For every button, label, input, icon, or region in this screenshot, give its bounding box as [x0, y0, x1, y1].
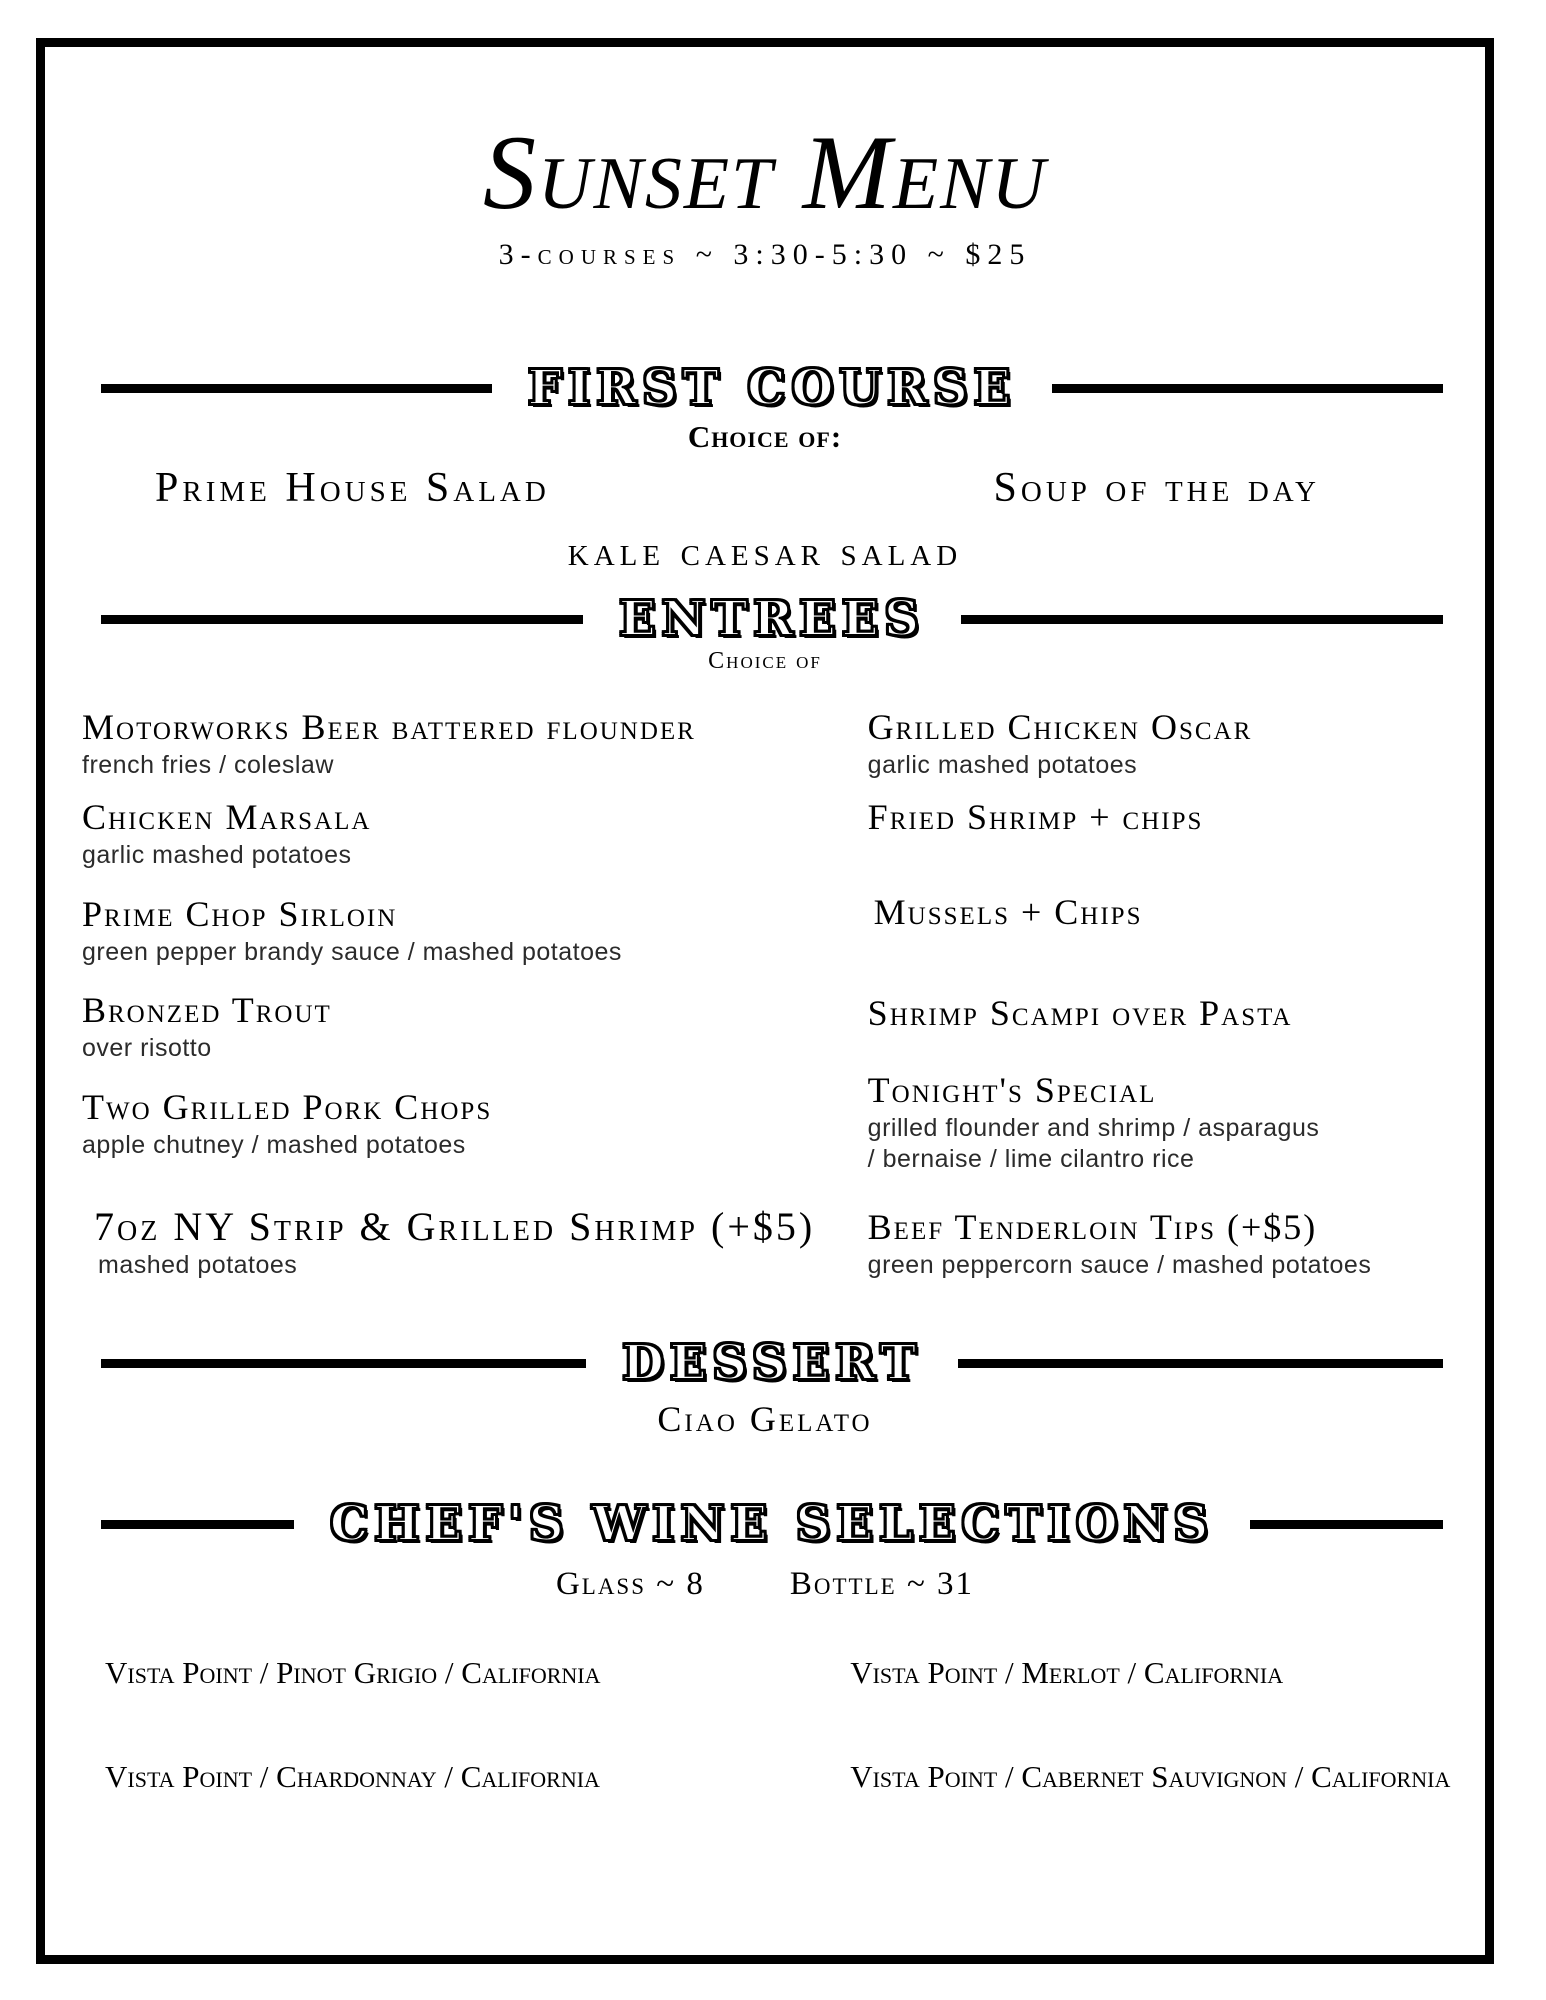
wine-glass-price: Glass ~ 8 [555, 1566, 705, 1603]
menu-item-name: Prime Chop Sirloin [82, 893, 398, 934]
entrees-heading: ENTREES [619, 591, 925, 648]
wine-item: Vista Point / Pinot Grigio / California [105, 1655, 601, 1691]
menu-item-name: Chicken Marsala [82, 796, 372, 837]
menu-item-desc: apple chutney / mashed potatoes [82, 1130, 466, 1159]
menu-item [82, 795, 868, 871]
first-course-item: kale caesar salad [567, 529, 963, 576]
wine-bottle-price: Bottle ~ 31 [789, 1566, 975, 1603]
wine-item: Vista Point / Chardonnay / California [105, 1759, 600, 1795]
dessert-item: Ciao Gelato [657, 1398, 873, 1439]
divider-rule [101, 615, 583, 624]
menu-item-desc: green pepper brandy sauce / mashed potatoes [82, 937, 622, 966]
wine-grid [45, 1653, 1485, 1797]
wine-header [45, 1495, 1485, 1552]
first-course-header [45, 362, 1485, 415]
entrees-grid [45, 705, 1485, 1281]
first-course-item: Soup of the day [993, 465, 1320, 512]
menu-item [82, 988, 868, 1064]
menu-content [45, 47, 1485, 1955]
menu-item-name: Beef Tenderloin Tips (+$5) [867, 1206, 1318, 1247]
entrees-choice-label: Choice of [708, 647, 822, 674]
menu-item-desc: grilled flounder and shrimp / asparagus / bernaise / lime cilantro rice [867, 1113, 1320, 1173]
entrees-column-left [82, 705, 868, 1281]
menu-item-desc: garlic mashed potatoes [867, 750, 1138, 779]
wine-item: Vista Point / Merlot / California [850, 1655, 1284, 1691]
entrees-header [45, 593, 1485, 646]
menu-item [868, 890, 1485, 934]
menu-item [868, 705, 1485, 781]
entrees-column-right [868, 705, 1485, 1281]
menu-item [868, 1205, 1485, 1281]
divider-rule [961, 615, 1443, 624]
menu-item [82, 1205, 868, 1281]
divider-rule [958, 1359, 1443, 1368]
menu-item-desc: mashed potatoes [98, 1250, 298, 1279]
menu-item-name: Tonight's Special [867, 1069, 1157, 1110]
menu-item-name: Mussels + Chips [873, 891, 1143, 932]
menu-item-name: 7oz NY Strip & Grilled Shrimp (+$5) [94, 1203, 816, 1249]
menu-item [868, 991, 1485, 1035]
divider-rule [101, 1520, 294, 1529]
menu-item-name: Bronzed Trout [82, 989, 332, 1030]
wine-row [105, 1653, 1485, 1693]
first-course-choice-label: Choice of: [687, 419, 843, 455]
menu-item-desc: french fries / coleslaw [82, 750, 334, 779]
menu-item-name: Two Grilled Pork Chops [82, 1086, 493, 1127]
wine-item: Vista Point / Cabernet Sauvignon / California [850, 1759, 1451, 1795]
menu-item-desc: garlic mashed potatoes [82, 840, 352, 869]
menu-item-name: Grilled Chicken Oscar [867, 706, 1253, 747]
dessert-heading: DESSERT [622, 1334, 922, 1391]
page-title: Sunset Menu [483, 114, 1047, 231]
first-course-row [45, 463, 1485, 513]
wine-pricing [45, 1566, 1485, 1603]
divider-rule [101, 1359, 586, 1368]
menu-item-name: Fried Shrimp + chips [867, 796, 1204, 837]
menu-item-name: Shrimp Scampi over Pasta [867, 992, 1293, 1033]
divider-rule [1052, 384, 1443, 393]
menu-subtitle: 3-courses ~ 3:30-5:30 ~ $25 [498, 238, 1032, 272]
wine-row [105, 1757, 1485, 1797]
dessert-header [45, 1334, 1485, 1391]
menu-item [868, 795, 1485, 839]
menu-item-desc: over risotto [82, 1033, 212, 1062]
wine-heading: CHEF'S WINE SELECTIONS [329, 1495, 1215, 1552]
divider-rule [101, 384, 492, 393]
menu-item [868, 1068, 1485, 1175]
menu-item [82, 892, 868, 968]
menu-item-name: Motorworks Beer battered flounder [82, 706, 696, 747]
menu-item [82, 1085, 868, 1161]
divider-rule [1250, 1520, 1443, 1529]
first-course-heading: FIRST COURSE [527, 360, 1017, 417]
menu-item-desc: green peppercorn sauce / mashed potatoes [867, 1250, 1372, 1279]
first-course-item: Prime House Salad [155, 465, 550, 512]
menu-item [82, 705, 868, 781]
